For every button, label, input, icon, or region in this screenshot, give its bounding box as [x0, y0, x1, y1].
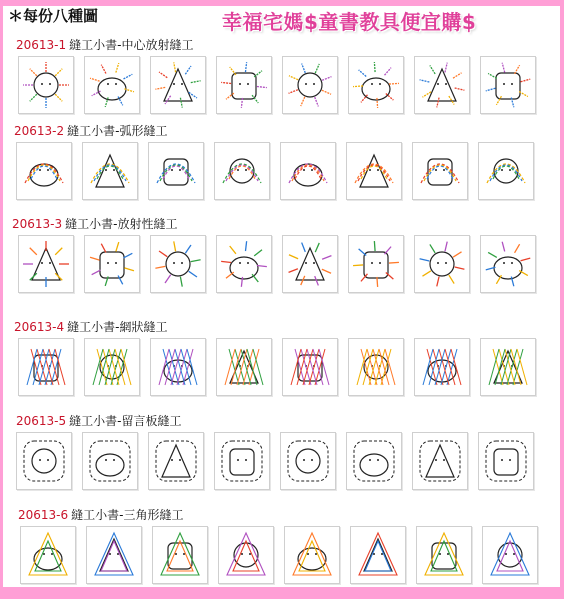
fish-illustration	[281, 433, 335, 489]
sewing-card-mushroom-girl	[346, 142, 402, 200]
sewing-card-bear	[348, 56, 404, 114]
sewing-card-lizard	[478, 432, 534, 490]
garden-illustration	[417, 527, 471, 583]
sewing-card-moon	[412, 142, 468, 200]
sewing-card-candy-tall	[148, 432, 204, 490]
sewing-card-heart	[412, 432, 468, 490]
section-title	[16, 36, 193, 53]
fairy-illustration	[151, 236, 205, 292]
sewing-card-bunny	[216, 56, 272, 114]
sewing-card-fairy	[150, 235, 206, 293]
sewing-card-elephant	[214, 432, 270, 490]
sewing-card-fish	[280, 432, 336, 490]
sewing-card-child	[480, 56, 536, 114]
raccoon-illustration	[283, 339, 337, 395]
sewing-card-tree-net	[480, 338, 536, 396]
grapes-illustration	[149, 143, 203, 199]
product-code: 20613-6	[18, 508, 69, 522]
product-title: 縫工小書-網狀縫工	[67, 320, 168, 334]
house-illustration	[17, 143, 71, 199]
sewing-card-star-face	[482, 526, 538, 584]
clown-illustration	[217, 236, 271, 292]
bottle-illustration	[83, 433, 137, 489]
fish-boy-illustration	[151, 339, 205, 395]
bird-house-illustration	[351, 527, 405, 583]
sewing-card-candle	[348, 235, 404, 293]
sewing-card-raccoon	[282, 338, 338, 396]
scroll-illustration	[17, 433, 71, 489]
product-code: 20613-4	[14, 320, 65, 334]
girl-face-illustration	[19, 57, 73, 113]
sewing-card-angel	[414, 235, 470, 293]
sewing-card-pinwheel	[150, 56, 206, 114]
product-code: 20613-3	[12, 217, 63, 231]
section-title	[14, 318, 167, 335]
section-title	[14, 122, 167, 139]
section-title	[18, 506, 183, 523]
bunny-net-illustration	[349, 339, 403, 395]
balloon-kid-illustration	[83, 143, 137, 199]
bear-net-illustration	[415, 339, 469, 395]
angel-illustration	[415, 236, 469, 292]
sewing-card-bubble-girl	[280, 142, 336, 200]
sewing-card-christmas-tree	[152, 526, 208, 584]
heart-illustration	[413, 433, 467, 489]
sewing-card-shell	[216, 338, 272, 396]
product-title: 縫工小書-三角形縫工	[71, 508, 184, 522]
bear-pile-illustration	[219, 527, 273, 583]
star-face-illustration	[483, 527, 537, 583]
gnome-illustration	[85, 57, 139, 113]
candle-illustration	[349, 236, 403, 292]
sewing-card-bunny-net	[348, 338, 404, 396]
right-border	[560, 0, 564, 599]
product-title: 縫工小書-留言板縫工	[69, 414, 182, 428]
product-code: 20613-1	[16, 38, 67, 52]
section-title	[16, 412, 181, 429]
elephant-illustration	[215, 433, 269, 489]
moon-illustration	[413, 143, 467, 199]
sewing-card-snowman	[478, 142, 534, 200]
sewing-card-garden	[416, 526, 472, 584]
sewing-card-pony	[414, 56, 470, 114]
pony-illustration	[415, 57, 469, 113]
bear-sun-illustration	[19, 236, 73, 292]
sewing-card-girl-flower	[282, 56, 338, 114]
left-border	[0, 0, 3, 599]
sewing-card-bear-star	[284, 526, 340, 584]
sewing-card-boar	[346, 432, 402, 490]
snowman-illustration	[479, 143, 533, 199]
sewing-card-gnome	[84, 56, 140, 114]
product-code: 20613-5	[16, 414, 67, 428]
mushroom-girl-illustration	[347, 143, 401, 199]
sunflower-illustration	[19, 339, 73, 395]
bottom-border	[0, 587, 564, 599]
bear-star-illustration	[285, 527, 339, 583]
tiger-illustration	[87, 527, 141, 583]
bunny-illustration	[217, 57, 271, 113]
sewing-card-sun	[84, 235, 140, 293]
product-title: 縫工小書-弧形縫工	[67, 124, 168, 138]
product-title: 縫工小書-中心放射縫工	[69, 38, 194, 52]
tree-cloud-illustration	[215, 143, 269, 199]
tree-net-illustration	[481, 339, 535, 395]
cat-face-illustration	[283, 236, 337, 292]
candy-tall-illustration	[149, 433, 203, 489]
sun-illustration	[85, 236, 139, 292]
candy-illustration	[85, 339, 139, 395]
bear-illustration	[349, 57, 403, 113]
sewing-card-bear-net	[414, 338, 470, 396]
sewing-card-dinosaur	[20, 526, 76, 584]
sewing-card-bird-house	[350, 526, 406, 584]
sewing-card-fish-boy	[150, 338, 206, 396]
shell-illustration	[217, 339, 271, 395]
sewing-card-bear-sun	[18, 235, 74, 293]
dinosaur-illustration	[21, 527, 75, 583]
product-title: 縫工小書-放射性縫工	[65, 217, 178, 231]
girl-flower-illustration	[283, 57, 337, 113]
shop-brand-banner: 幸福宅媽$童書教具便宜購$	[222, 10, 477, 34]
page-title: ＊每份八種圖	[8, 7, 99, 25]
sewing-card-balloon-kid	[82, 142, 138, 200]
boar-illustration	[347, 433, 401, 489]
child-illustration	[481, 57, 535, 113]
sewing-card-lion	[480, 235, 536, 293]
sewing-card-tiger	[86, 526, 142, 584]
christmas-tree-illustration	[153, 527, 207, 583]
sewing-card-house	[16, 142, 72, 200]
sewing-card-clown	[216, 235, 272, 293]
lion-illustration	[481, 236, 535, 292]
product-code: 20613-2	[14, 124, 65, 138]
sewing-card-girl-face	[18, 56, 74, 114]
sewing-card-bottle	[82, 432, 138, 490]
sewing-card-sunflower	[18, 338, 74, 396]
sewing-card-candy	[84, 338, 140, 396]
lizard-illustration	[479, 433, 533, 489]
sewing-card-scroll	[16, 432, 72, 490]
sewing-card-cat-face	[282, 235, 338, 293]
sewing-card-grapes	[148, 142, 204, 200]
sewing-card-tree-cloud	[214, 142, 270, 200]
sewing-card-bear-pile	[218, 526, 274, 584]
section-title	[12, 215, 177, 232]
pinwheel-illustration	[151, 57, 205, 113]
bubble-girl-illustration	[281, 143, 335, 199]
